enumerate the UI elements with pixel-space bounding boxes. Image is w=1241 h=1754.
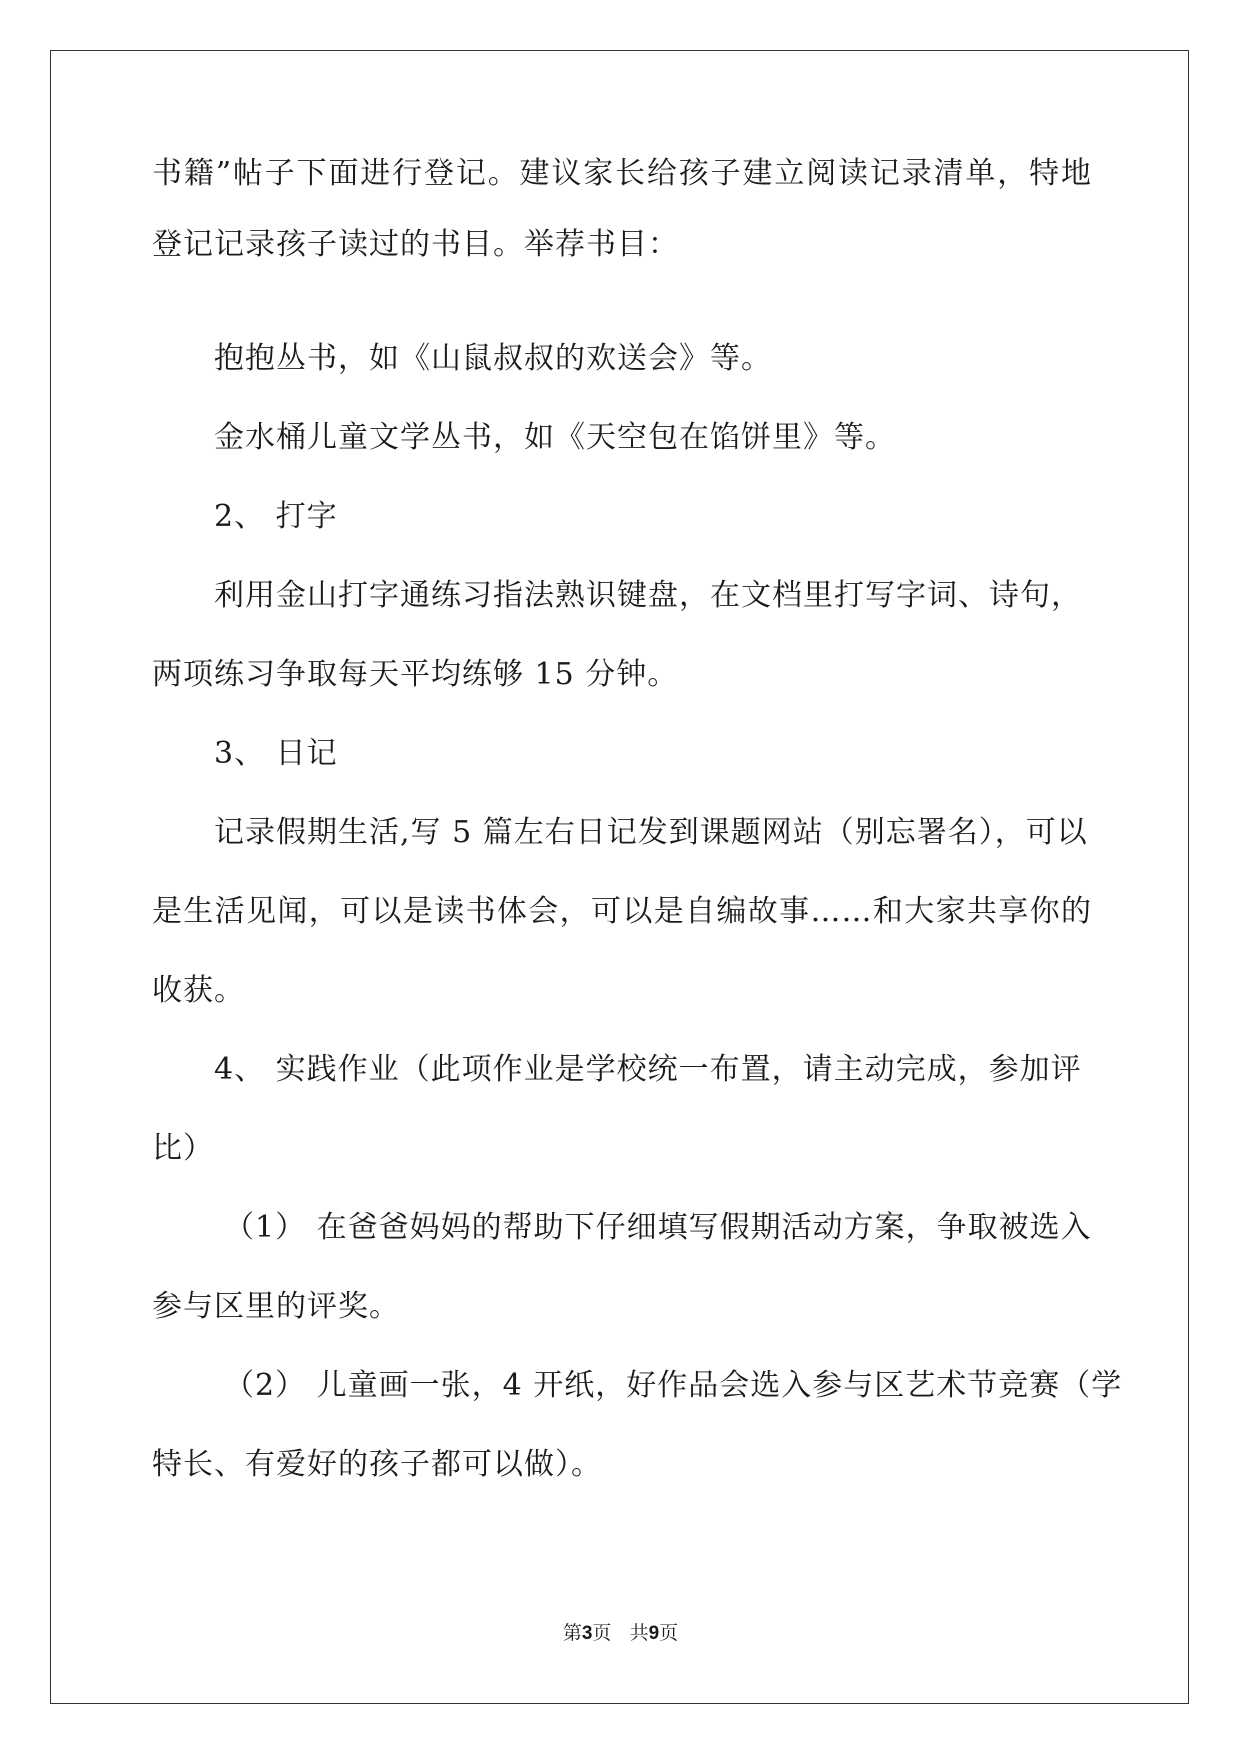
total-prefix: 共: [629, 1622, 649, 1644]
text-line: 利用金山打字通练习指法熟识键盘，在文档里打写字词、诗句，: [214, 578, 1082, 613]
page-total: 9: [648, 1623, 660, 1644]
section-heading: 2、 打字: [214, 499, 338, 534]
text-line: 收获。: [152, 973, 245, 1008]
text-line: 记录假期生活,写 5 篇左右日记发到课题网站（别忘署名），可以: [214, 815, 1088, 850]
section-heading: 3、 日记: [214, 736, 338, 771]
page-footer: [0, 1618, 1241, 1645]
text-line: 特长、有爱好的孩子都可以做）。: [152, 1447, 602, 1482]
text-line: 书籍”帖子下面进行登记。建议家长给孩子建立阅读记录清单，特地: [152, 156, 1092, 191]
page-prefix: 第: [562, 1622, 582, 1644]
text-line: （2） 儿童画一张，4 开纸，好作品会选入参与区艺术节竞赛（学: [224, 1368, 1123, 1403]
text-line: 是生活见闻，可以是读书体会，可以是自编故事……和大家共享你的: [152, 894, 1092, 929]
page-suffix: 页: [592, 1622, 612, 1644]
text-line: （1） 在爸爸妈妈的帮助下仔细填写假期活动方案，争取被选入: [224, 1210, 1092, 1245]
total-suffix: 页: [659, 1622, 679, 1644]
section-heading: 4、 实践作业（此项作业是学校统一布置，请主动完成，参加评: [214, 1052, 1082, 1087]
text-line: 比）: [152, 1131, 214, 1166]
text-line: 金水桶儿童文学丛书，如《天空包在馅饼里》等。: [214, 420, 896, 455]
text-line: 登记记录孩子读过的书目。举荐书目：: [152, 227, 679, 262]
text-line: 抱抱丛书，如《山鼠叔叔的欢送会》等。: [214, 341, 772, 376]
page-current: 3: [581, 1623, 593, 1644]
text-line: 两项练习争取每天平均练够 15 分钟。: [152, 657, 679, 692]
text-line: 参与区里的评奖。: [152, 1289, 400, 1324]
